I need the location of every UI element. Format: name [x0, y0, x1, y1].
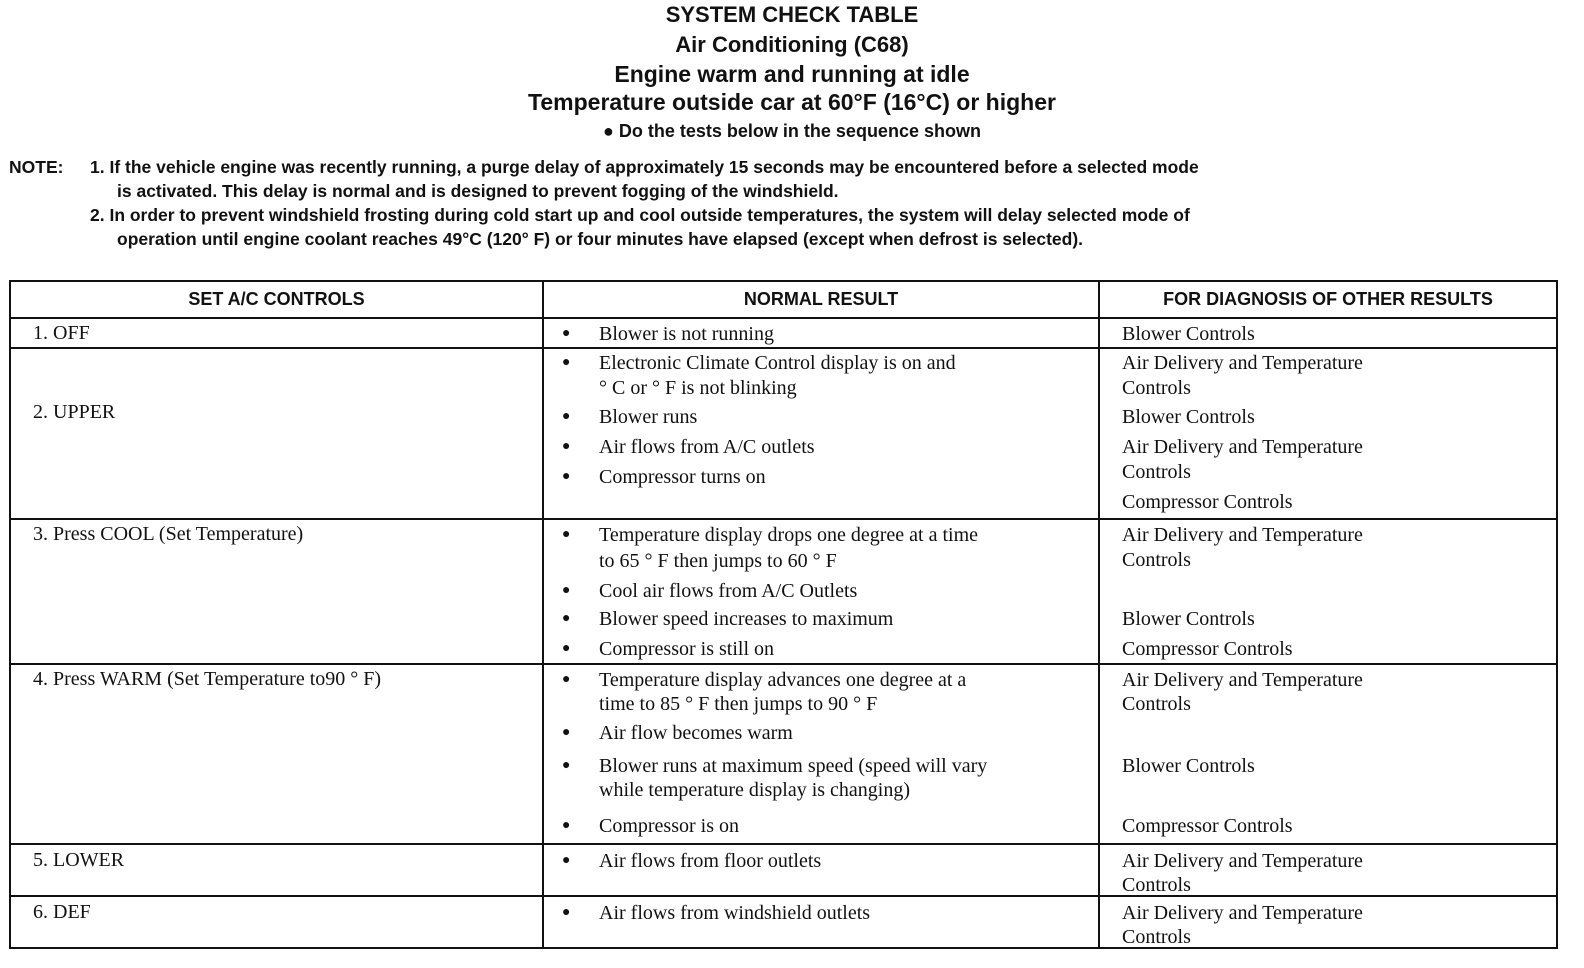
result-text: Temperature display advances one degree at a: [599, 669, 967, 691]
result-cell: [543, 664, 1099, 844]
result-text: Temperature display drops one degree at a time: [599, 524, 979, 546]
result-text: Compressor turns on: [599, 466, 766, 488]
diagnosis-text: Controls: [1122, 461, 1191, 483]
bullet-icon: ●: [562, 611, 571, 626]
sequence-instruction: ● Do the tests below in the sequence shown: [603, 121, 981, 141]
control-cell: [10, 896, 543, 948]
control-cell: [10, 664, 543, 844]
bullet-icon: ●: [562, 905, 571, 920]
diagnosis-text: Controls: [1122, 377, 1191, 399]
result-text: Electronic Climate Control display is on and: [599, 352, 956, 374]
diagnosis-text: Blower Controls: [1122, 406, 1255, 428]
diagnosis-text: Air Delivery and Temperature: [1122, 669, 1363, 691]
diagnosis-text: Blower Controls: [1122, 755, 1255, 777]
diagnosis-text: Controls: [1122, 874, 1191, 896]
bullet-icon: ●: [562, 409, 571, 424]
table-row: [10, 519, 1557, 664]
bullet-icon: ●: [562, 758, 571, 773]
control-label: 5. LOWER: [33, 849, 125, 871]
result-cell: [543, 844, 1099, 896]
result-text: while temperature display is changing): [599, 779, 911, 801]
diagnosis-text: Controls: [1122, 926, 1191, 948]
bullet-icon: ●: [562, 439, 571, 454]
table-header-row: [10, 281, 1557, 318]
bullet-icon: ●: [562, 641, 571, 656]
result-cell: [543, 896, 1099, 948]
diagnosis-text: Air Delivery and Temperature: [1122, 436, 1363, 458]
result-text: Air flow becomes warm: [599, 722, 793, 744]
header-diagnosis: FOR DIAGNOSIS OF OTHER RESULTS: [1099, 281, 1557, 318]
note-2-line-1: 2. In order to prevent windshield frosting during cold start up and cool outside temperatures, the system will delay selected mode of: [90, 205, 1190, 225]
diagnosis-cell: [1099, 664, 1557, 844]
result-text: Cool air flows from A/C Outlets: [599, 580, 858, 602]
control-label: 4. Press WARM (Set Temperature to90 ° F): [33, 668, 382, 690]
control-label: 2. UPPER: [33, 401, 116, 423]
result-text: Blower runs: [599, 406, 698, 428]
table-row: [10, 348, 1557, 519]
header-normal-result: NORMAL RESULT: [543, 281, 1099, 318]
table-row: [10, 896, 1557, 948]
bullet-icon: ●: [562, 853, 571, 868]
control-label: 3. Press COOL (Set Temperature): [33, 523, 304, 545]
diagnosis-text: Compressor Controls: [1122, 638, 1293, 660]
diagnosis-text: Air Delivery and Temperature: [1122, 850, 1363, 872]
diagnosis-text: Air Delivery and Temperature: [1122, 902, 1363, 924]
header-set-controls: SET A/C CONTROLS: [10, 281, 543, 318]
result-text: to 65 ° F then jumps to 60 ° F: [599, 550, 837, 572]
result-text: Blower is not running: [599, 323, 774, 345]
diagnosis-cell: [1099, 519, 1557, 664]
note-2-line-2: operation until engine coolant reaches 49°C (120° F) or four minutes have elapsed (except when defrost is selected).: [117, 229, 1084, 249]
control-cell: [10, 348, 543, 519]
diagnosis-text: Air Delivery and Temperature: [1122, 352, 1363, 374]
result-text: Air flows from A/C outlets: [599, 436, 815, 458]
diagnosis-text: Compressor Controls: [1122, 815, 1293, 837]
result-cell: [543, 318, 1099, 348]
bullet-icon: ●: [562, 527, 571, 542]
note-1-line-2: is activated. This delay is normal and is designed to prevent fogging of the windshield.: [117, 181, 839, 201]
bullet-icon: ●: [562, 818, 571, 833]
result-text: Blower runs at maximum speed (speed will vary: [599, 755, 988, 777]
result-text: Compressor is on: [599, 815, 739, 837]
diagnosis-text: Blower Controls: [1122, 323, 1255, 345]
note-label: NOTE:: [9, 157, 64, 177]
diagnosis-cell: [1099, 318, 1557, 348]
condition-temperature: Temperature outside car at 60°F (16°C) or higher: [528, 89, 1056, 115]
diagnosis-cell: [1099, 844, 1557, 896]
bullet-icon: ●: [562, 355, 571, 370]
note-1-line-1: 1. If the vehicle engine was recently running, a purge delay of approximately 15 seconds may be encountered before a selected mode: [90, 157, 1199, 177]
result-text: ° C or ° F is not blinking: [599, 377, 797, 399]
result-cell: [543, 348, 1099, 519]
table-row: [10, 844, 1557, 896]
diagnosis-text: Controls: [1122, 549, 1191, 571]
table-subtitle: Air Conditioning (C68): [675, 32, 909, 57]
table-title: SYSTEM CHECK TABLE: [665, 2, 919, 27]
control-cell: [10, 844, 543, 896]
bullet-icon: ●: [562, 326, 571, 341]
result-text: Blower speed increases to maximum: [599, 608, 894, 630]
control-cell: [10, 519, 543, 664]
bullet-icon: ●: [562, 583, 571, 598]
result-text: Air flows from windshield outlets: [599, 902, 871, 924]
table-row: [10, 318, 1557, 348]
result-cell: [543, 519, 1099, 664]
condition-engine: Engine warm and running at idle: [614, 61, 970, 87]
diagnosis-cell: [1099, 348, 1557, 519]
diagnosis-text: Compressor Controls: [1122, 491, 1293, 513]
table-row: [10, 664, 1557, 844]
diagnosis-text: Controls: [1122, 693, 1191, 715]
control-label: 6. DEF: [33, 901, 91, 923]
control-label: 1. OFF: [33, 322, 90, 344]
bullet-icon: ●: [562, 672, 571, 687]
control-cell: [10, 318, 543, 348]
result-text: time to 85 ° F then jumps to 90 ° F: [599, 693, 878, 715]
diagnosis-text: Blower Controls: [1122, 608, 1255, 630]
result-text: Compressor is still on: [599, 638, 775, 660]
bullet-icon: ●: [562, 725, 571, 740]
diagnosis-text: Air Delivery and Temperature: [1122, 524, 1363, 546]
bullet-icon: ●: [562, 469, 571, 484]
diagnosis-cell: [1099, 896, 1557, 948]
system-check-table: [9, 280, 1558, 949]
result-text: Air flows from floor outlets: [599, 850, 822, 872]
